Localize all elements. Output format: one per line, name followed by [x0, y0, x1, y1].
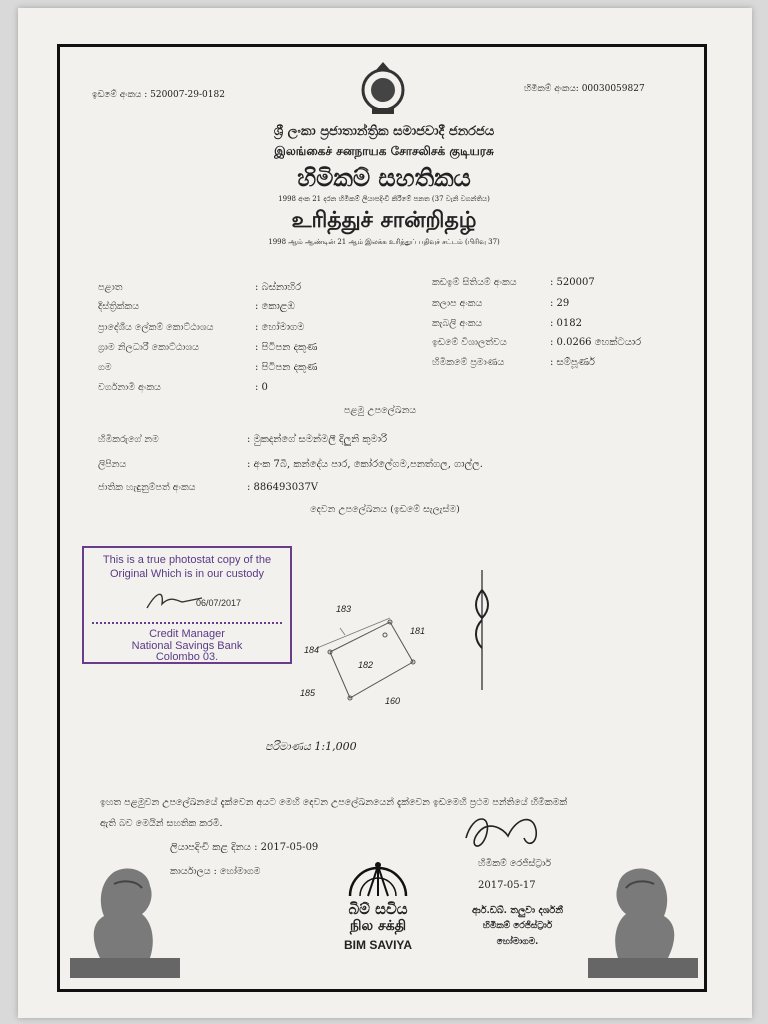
- signature-date: 2017-05-17: [478, 880, 536, 891]
- detail-value: : 0: [255, 382, 268, 393]
- certification-text: ඇති බව මෙයින් සහතික කරමි.: [100, 818, 223, 829]
- owner-name-label: හිමිකරුගේ නම: [98, 434, 159, 445]
- detail-label: වර්ගනාමී අංකය: [98, 382, 161, 393]
- detail-value: : කොළඹ: [255, 301, 295, 312]
- certificate-title-si: හිමිකම් සහතිකය: [297, 163, 471, 192]
- plan-lot-label: 160: [385, 696, 401, 706]
- detail-value: : හෝමාගම: [255, 322, 305, 333]
- detail-label: පළාත: [98, 282, 123, 293]
- republic-name-si: ශ්‍රී ලංකා ප්‍රජාතාන්ත්‍රික සමාජවාදී ජනරජය: [273, 124, 495, 139]
- bank-certification-stamp: [82, 546, 292, 664]
- bim-saviya-logo-icon: [342, 856, 414, 902]
- second-schedule-heading: දෙවන උපලේඛනය (ඉඩමේ සැලැස්ම): [310, 504, 460, 515]
- detail-value: : පිටිපන දකුණ: [255, 342, 318, 353]
- nic-label: ජාතික හැඳුනුම්පත් අංකය: [98, 482, 196, 493]
- act-reference-ta: 1998 ஆம் ஆண்டின் 21 ஆம் இலக்க உரித்துப் பதிவுச் சட்டம் (பிரிவு 37): [268, 238, 500, 246]
- detail-label: ග්‍රාම නිලධාරී කොට්ඨාශය: [98, 342, 199, 353]
- plan-scale: පරිමාණය 1:1,000: [265, 740, 357, 753]
- detail-label: ප්‍රාදේශීය ලේකම් කොට්ඨාශය: [98, 322, 214, 333]
- registrar-signature-icon: [458, 808, 558, 858]
- registrar-name: ආර්.ඩබ්. තලුවා දර්ශනී: [472, 905, 563, 916]
- address-label: ලිපිනය: [98, 459, 127, 470]
- certificate-title-ta: உரித்துச் சான்றிதழ்: [291, 207, 477, 233]
- registration-date: ලියාපදිංචි කළ දිනය : 2017-05-09: [170, 842, 319, 853]
- detail-value: : පිටිපන දකුණ: [255, 362, 318, 373]
- detail-label: ගම: [98, 362, 112, 373]
- stamp-divider: [92, 622, 282, 624]
- certification-text: ඉහත පළමුවන උපලේඛනයේ දැක්වෙන අයට මෙහි දෙවන උපලේඛනයෙන් දැක්වෙන ඉඩමෙහි ප්‍රථම පන්තියේ හිමිකමක්: [100, 797, 568, 808]
- registrar-label: හිමිකම් රෙජිස්ට්‍රාර්: [478, 858, 552, 869]
- plan-lot-label: 181: [410, 626, 426, 636]
- plan-lot-label: 182: [358, 660, 374, 670]
- stamp-line: This is a true photostat copy of the: [102, 554, 272, 566]
- logo-text-si: බිම් සවිය: [348, 900, 408, 918]
- north-arrow-icon: [470, 570, 494, 690]
- registrar-office: හෝමාගම.: [496, 937, 539, 947]
- lion-statue-right-icon: [588, 862, 698, 978]
- act-reference-si: 1998 අංක 21 දරන හිමිකම් ලියාපදිංචි කිරීමේ පනත (37 වැනි වගන්තිය): [278, 195, 490, 203]
- registrar-title: හිමිකම් රෙජිස්ට්‍රාර්: [482, 921, 553, 931]
- stamp-line: Colombo 03.: [155, 651, 219, 663]
- lion-statue-left-icon: [70, 862, 180, 978]
- detail-value: : බස්නාහිර: [255, 282, 302, 293]
- detail-label: දිස්ත්‍රික්කය: [98, 301, 140, 312]
- detail-label: කඩඉම් සිතියම් අංකය: [432, 277, 517, 288]
- logo-text-en: BIM SAVIYA: [343, 938, 412, 952]
- nic-value: : 886493037V: [247, 482, 319, 493]
- land-plan-diagram: [295, 600, 435, 715]
- detail-label: කලාප අංකය: [432, 298, 483, 309]
- detail-value: : 29: [550, 298, 570, 309]
- sri-lanka-emblem-icon: [358, 60, 408, 116]
- detail-value: : 520007: [550, 277, 595, 288]
- detail-value: : 0182: [550, 318, 582, 329]
- stamp-line: Credit Manager: [149, 628, 225, 640]
- plan-lot-label: 183: [336, 604, 352, 614]
- registration-office: කාර්යාලය : හෝමාගම: [170, 866, 261, 877]
- stamp-line: Original Which is in our custody: [109, 568, 265, 580]
- address-value: : අංක 7බී, කන්දේය පාර, කෝරලේගම,පනත්ගල, ගාල්ල.: [247, 459, 483, 470]
- plan-lot-label: 185: [300, 688, 316, 698]
- first-schedule-heading: පළමු උපලේඛනය: [343, 405, 417, 416]
- logo-text-ta: நில சக்தி: [349, 918, 407, 934]
- detail-value: : සම්පූර්ණ: [550, 357, 595, 368]
- land-number: ඉඩමේ අංකය : 520007-29-0182: [92, 90, 225, 100]
- republic-name-ta: இலங்கைச் சனநாயக சோசலிசக் குடியரசு: [274, 144, 494, 158]
- detail-label: ඉඩමේ විශාලත්වය: [432, 337, 507, 348]
- stamp-line: National Savings Bank: [131, 640, 243, 652]
- detail-label: හිමිකමේ ප්‍රමාණය: [432, 357, 505, 368]
- detail-value: : 0.0266 හෙක්ටයාර: [550, 337, 642, 348]
- title-number: හිමිකම් අංකය: 00030059827: [524, 84, 645, 94]
- owner-name-value: : මුකදන්ගේ සමන්මලී දිලුනි කුමාරි: [247, 434, 388, 445]
- plan-lot-label: 184: [304, 645, 320, 655]
- stamp-date: 06/07/2017: [196, 598, 242, 608]
- detail-label: කැබලි අංකය: [432, 318, 483, 329]
